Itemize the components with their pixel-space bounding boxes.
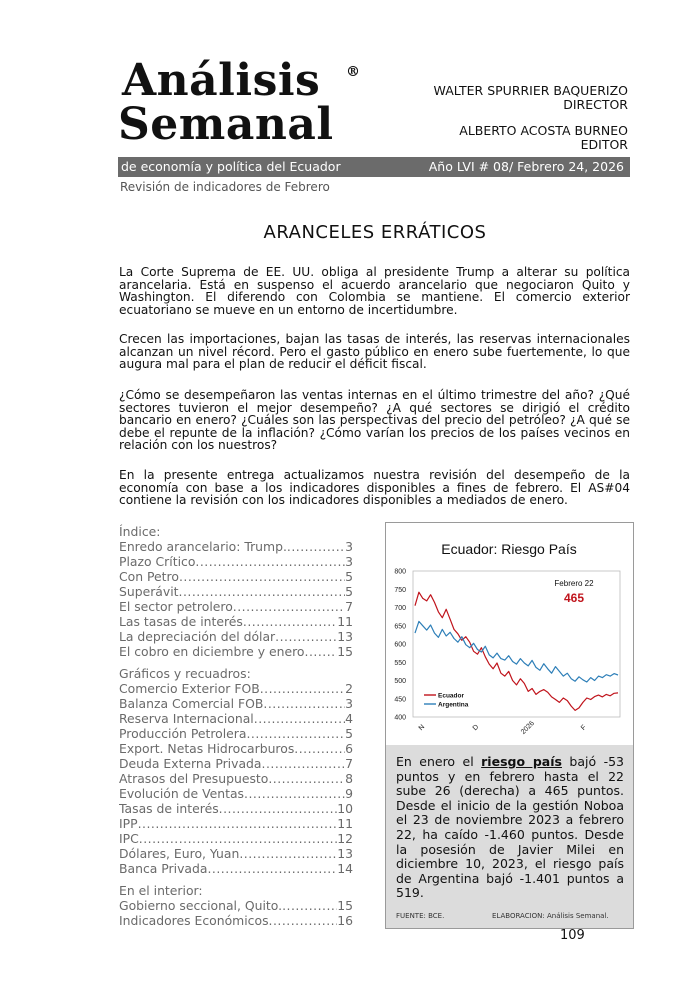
y-tick-label: 500	[394, 678, 406, 685]
toc-entry-title: Dólares, Euro, Yuan	[119, 846, 240, 861]
toc-entry-page: 5	[345, 726, 353, 741]
editor-role: EDITOR	[580, 137, 628, 152]
toc-entry-title: Gobierno seccional, Quito.	[119, 898, 283, 913]
toc-entry	[119, 681, 353, 696]
x-tick-label: D	[471, 723, 481, 733]
table-of-contents	[119, 524, 353, 928]
editor-name: ALBERTO ACOSTA BURNEO	[459, 123, 628, 138]
toc-leader-dots	[138, 816, 338, 831]
toc-entry-title: Deuda Externa Privada	[119, 756, 262, 771]
toc-leader-dots	[246, 726, 345, 741]
toc-entry-page: 6	[345, 741, 353, 756]
toc-entry-page: 13	[337, 629, 353, 644]
toc-entry-page: 5	[345, 569, 353, 584]
toc-leader-dots	[287, 539, 345, 554]
legend-label: Ecuador	[438, 692, 465, 700]
y-tick-label: 550	[394, 659, 406, 667]
toc-entry-title: Enredo arancelario: Trump.	[119, 539, 287, 554]
y-tick-label: 750	[394, 586, 406, 594]
series-line-argentina	[415, 621, 618, 682]
y-tick-label: 400	[394, 714, 406, 722]
director-role: DIRECTOR	[563, 97, 628, 112]
toc-entry-title: Banca Privada	[119, 861, 208, 876]
toc-entry	[119, 756, 353, 771]
toc-entry-page: 8	[345, 771, 353, 786]
toc-interior-heading: En el interior:	[119, 883, 203, 898]
toc-entry-page: 15	[337, 644, 353, 659]
toc-entry-title: Reserva Internacional	[119, 711, 254, 726]
toc-entry	[119, 569, 353, 584]
toc-entry-page: 12	[337, 831, 353, 846]
toc-entry-page: 16	[337, 913, 353, 928]
tagline: de economía y política del Ecuador	[121, 159, 341, 174]
publication-logo	[118, 55, 378, 152]
toc-interior-list	[119, 898, 353, 928]
toc-index-list	[119, 539, 353, 659]
staff-credits	[434, 84, 628, 152]
description-text-before: En enero el	[396, 754, 482, 769]
toc-entry-title: Plazo Crítico	[119, 554, 196, 569]
toc-entry	[119, 831, 353, 846]
toc-entry	[119, 726, 353, 741]
toc-entry	[119, 741, 353, 756]
toc-entry-title: Superávit	[119, 584, 179, 599]
toc-entry-title: Indicadores Económicos	[119, 913, 269, 928]
toc-entry-page: 11	[337, 614, 353, 629]
toc-entry	[119, 539, 353, 554]
toc-leader-dots	[268, 771, 345, 786]
toc-leader-dots	[219, 801, 338, 816]
masthead-bar	[118, 157, 630, 177]
toc-entry	[119, 629, 353, 644]
director-name: WALTER SPURRIER BAQUERIZO	[433, 83, 628, 98]
toc-entry-title: Evolución de Ventas	[119, 786, 244, 801]
toc-entry-title: Balanza Comercial FOB	[119, 696, 264, 711]
toc-leader-dots	[179, 569, 345, 584]
toc-leader-dots	[294, 741, 345, 756]
toc-entry-page: 10	[337, 801, 353, 816]
toc-entry-page: 11	[337, 816, 353, 831]
toc-entry-page: 7	[345, 599, 353, 614]
legend-label: Argentina	[438, 701, 469, 709]
toc-charts-heading: Gráficos y recuadros:	[119, 666, 251, 681]
toc-entry-page: 5	[345, 584, 353, 599]
logo-line-2: Semanal	[118, 99, 334, 150]
toc-entry-page: 13	[337, 846, 353, 861]
toc-leader-dots	[262, 756, 346, 771]
x-tick-label: F	[579, 723, 588, 732]
toc-entry-page: 3	[345, 554, 353, 569]
annotation-label: Febrero 22	[554, 579, 594, 588]
toc-entry-title: Producción Petrolera	[119, 726, 247, 741]
toc-leader-dots	[207, 861, 337, 876]
y-tick-label: 600	[394, 641, 406, 649]
toc-entry-title: Las tasas de interés	[119, 614, 243, 629]
toc-entry	[119, 846, 353, 861]
chart-elaboration: ELABORACION: Análisis Semanal.	[492, 912, 609, 920]
toc-entry-page: 9	[345, 786, 353, 801]
y-tick-label: 800	[394, 568, 406, 576]
toc-entry	[119, 599, 353, 614]
page-number: 109	[560, 928, 585, 943]
chart-source: FUENTE: BCE.	[396, 912, 445, 920]
y-tick-label: 450	[394, 696, 406, 704]
issue-subtitle: Revisión de indicadores de Febrero	[120, 180, 330, 194]
article-paragraph: La Corte Suprema de EE. UU. obliga al presidente Trump a alterar su política arancelaria. Está en suspenso el acuerdo arancelario que negociaron Quito y Washington. El diferendo con Colombia se mantiene. El comercio exterior ecuatoriano se mueve en un entorno de incertidumbre.	[119, 265, 630, 317]
toc-leader-dots	[243, 614, 337, 629]
toc-entry-page: 7	[345, 756, 353, 771]
toc-leader-dots	[233, 599, 345, 614]
toc-charts-list	[119, 681, 353, 876]
toc-leader-dots	[195, 554, 345, 569]
toc-entry-title: Atrasos del Presupuesto	[119, 771, 269, 786]
risk-chart	[386, 523, 633, 745]
toc-entry-page: 2	[345, 681, 353, 696]
chart-title: Ecuador: Riesgo País	[441, 541, 577, 557]
risk-chart-box	[385, 522, 634, 929]
toc-entry-page: 14	[337, 861, 353, 876]
toc-entry	[119, 898, 353, 913]
toc-entry-title: El cobro en diciembre y enero	[119, 644, 305, 659]
article-paragraph: En la presente entrega actualizamos nuestra revisión del desempeño de la economía con base a los indicadores disponibles a fines de febrero. El AS#04 contiene la revisión con los indicadores disponibles a mediados de enero.	[119, 468, 630, 508]
x-tick-label: N	[417, 723, 427, 733]
toc-entry	[119, 913, 353, 928]
toc-entry-title: Comercio Exterior FOB	[119, 681, 260, 696]
toc-leader-dots	[263, 696, 345, 711]
toc-entry-page: 3	[345, 696, 353, 711]
toc-entry	[119, 614, 353, 629]
toc-entry-title: IPC	[119, 831, 139, 846]
article-title: ARANCELES ERRÁTICOS	[263, 222, 487, 243]
toc-entry	[119, 771, 353, 786]
toc-entry-title: El sector petrolero	[119, 599, 233, 614]
chart-area	[386, 523, 633, 745]
y-tick-label: 650	[394, 623, 406, 631]
x-tick-label: 2026	[519, 719, 536, 736]
toc-entry-page: 3	[345, 539, 353, 554]
toc-index-heading: Índice:	[119, 524, 161, 539]
toc-entry	[119, 861, 353, 876]
chart-description	[396, 755, 624, 901]
toc-leader-dots	[269, 913, 338, 928]
toc-entry	[119, 644, 353, 659]
logo-line-1: Análisis	[122, 55, 321, 106]
description-bold-term: riesgo país	[481, 754, 562, 769]
description-text-after: bajó -53 puntos y en febrero hasta el 22 sube 26 (derecha) a 465 puntos. Desde el inicio de la gestión Noboa el 23 de noviembre 2023 a febrero 22, ha caído -1.460 puntos. Desde la posesión de Javier Milei en diciembre 10, 2023, el riesgo país de Argentina bajó -1.401 puntos a 519.	[396, 754, 624, 901]
toc-entry	[119, 786, 353, 801]
toc-leader-dots	[305, 644, 338, 659]
toc-entry	[119, 584, 353, 599]
chart-description-area	[386, 745, 633, 928]
toc-entry-title: Tasas de interés	[119, 801, 219, 816]
annotation-value: 465	[563, 591, 585, 605]
toc-leader-dots	[275, 629, 337, 644]
toc-entry-title: IPP	[119, 816, 138, 831]
toc-leader-dots	[244, 786, 345, 801]
toc-leader-dots	[260, 681, 345, 696]
toc-entry	[119, 801, 353, 816]
toc-leader-dots	[139, 831, 337, 846]
toc-entry	[119, 696, 353, 711]
toc-entry-title: Con Petro	[119, 569, 179, 584]
toc-leader-dots	[254, 711, 345, 726]
toc-entry	[119, 554, 353, 569]
toc-entry-title: Export. Netas Hidrocarburos	[119, 741, 295, 756]
toc-leader-dots	[282, 898, 337, 913]
registered-mark-icon: ®	[346, 64, 360, 80]
issue-info: Año LVI # 08/ Febrero 24, 2026	[428, 159, 624, 174]
toc-leader-dots	[179, 584, 346, 599]
toc-entry-page: 4	[345, 711, 353, 726]
toc-entry-title: La depreciación del dólar	[119, 629, 276, 644]
toc-leader-dots	[239, 846, 337, 861]
toc-entry	[119, 711, 353, 726]
y-tick-label: 700	[394, 605, 406, 612]
toc-entry-page: 15	[337, 898, 353, 913]
toc-entry	[119, 816, 353, 831]
article-paragraph: Crecen las importaciones, bajan las tasas de interés, las reservas internacionales alcanzan un nivel récord. Pero el gasto público en enero sube fuertemente, lo que augura mal para el plan de reducir el déficit fiscal.	[119, 332, 630, 372]
article-paragraph: ¿Cómo se desempeñaron las ventas internas en el último trimestre del año? ¿Qué sectores tuvieron el mejor desempeño? ¿A qué sectores se dirigió el crédito bancario en enero? ¿Cuáles son las perspectivas del precio del petróleo? ¿A qué se debe el repunte de la inflación? ¿Cómo varían los precios de los países vecinos en relación con los nuestros?	[119, 388, 630, 453]
